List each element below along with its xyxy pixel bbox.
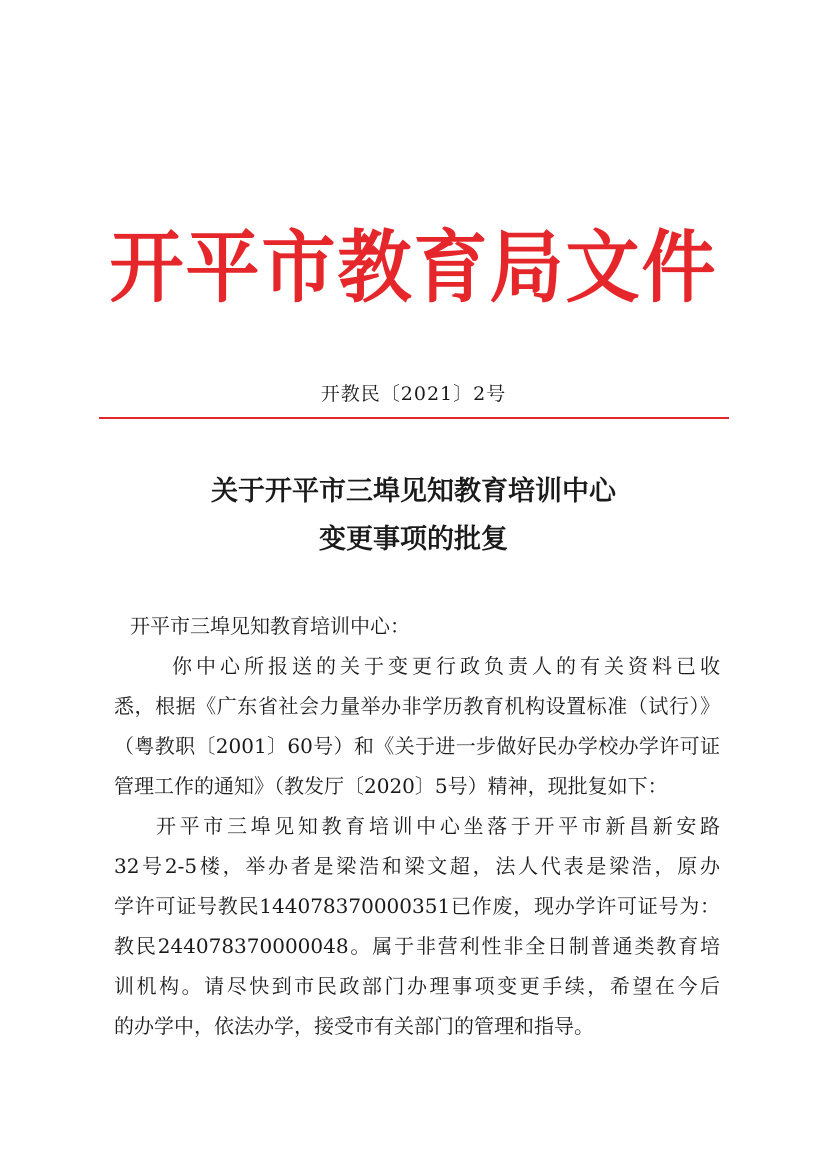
paragraph-1-line: （粤教职〔2001〕60号）和《关于进一步做好民办学校办学许可证 bbox=[114, 734, 720, 758]
red-divider-line bbox=[99, 417, 729, 419]
subject-line-2: 变更事项的批复 bbox=[319, 524, 508, 555]
paragraph-2-line: 开平市三埠见知教育培训中心坐落于开平市新昌新安路 bbox=[156, 814, 720, 838]
paragraph-1-line: 管理工作的通知》（教发厅〔2020〕5号）精神，现批复如下： bbox=[114, 774, 668, 798]
document-header-title: 开平市教育局文件 bbox=[109, 222, 718, 314]
paragraph-2-line: 教民244078370000048。属于非营利性非全日制普通类教育培 bbox=[114, 934, 720, 958]
paragraph-2-line: 的办学中，依法办学，接受市有关部门的管理和指导。 bbox=[114, 1014, 594, 1038]
paragraph-2-line: 32号2-5楼，举办者是梁浩和梁文超，法人代表是梁浩，原办 bbox=[114, 854, 720, 878]
document-subject bbox=[0, 468, 827, 564]
paragraph-1-line: 悉，根据《广东省社会力量举办非学历教育机构设置标准（试行）》 bbox=[114, 694, 720, 718]
paragraph-2-line: 训机构。请尽快到市民政部门办理事项变更手续，希望在今后 bbox=[114, 974, 720, 998]
paragraph-1-line: 你中心所报送的关于变更行政负责人的有关资料已收 bbox=[172, 654, 720, 678]
paragraph-2-line: 学许可证号教民144078370000351已作废，现办学许可证号为： bbox=[114, 894, 720, 918]
salutation: 开平市三埠见知教育培训中心： bbox=[130, 614, 410, 638]
subject-line-1: 关于开平市三埠见知教育培训中心 bbox=[211, 476, 616, 507]
document-number: 开教民〔2021〕2号 bbox=[320, 383, 507, 405]
document-body bbox=[114, 606, 720, 1046]
